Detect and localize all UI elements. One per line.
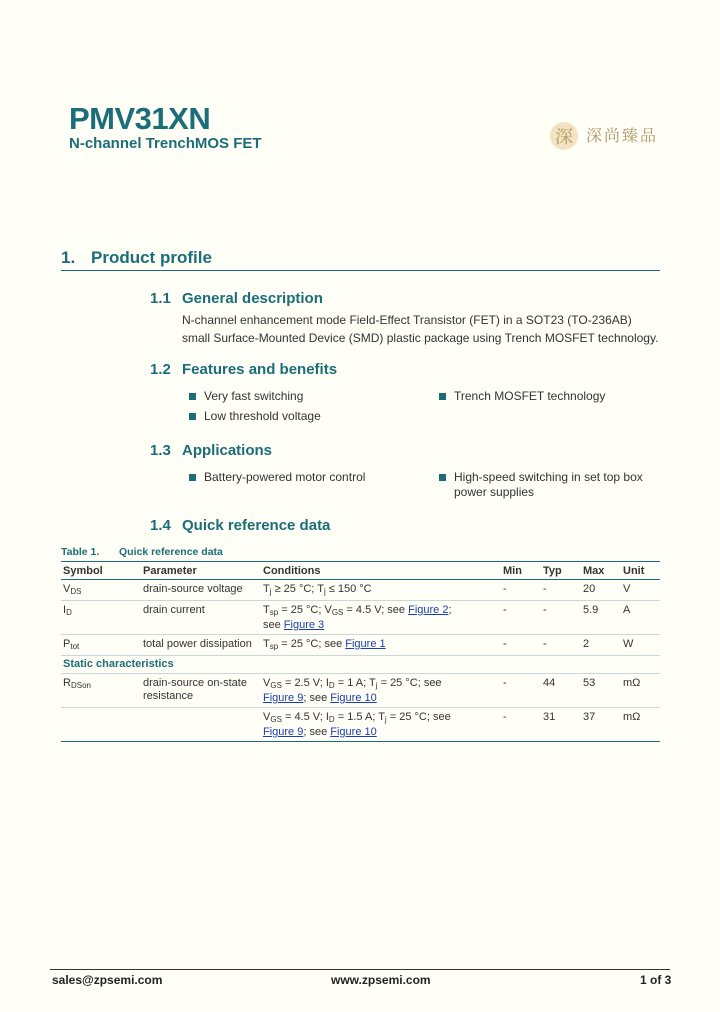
feature-item [189, 389, 303, 404]
feature-item-text: Very fast switching [204, 389, 304, 403]
footer-rule [50, 969, 670, 970]
conditions-cell: $V_{GS} = 2.5$ V; $I_D = 1$ A; $T_j = 25$ °C; see Figure 9; see Figure 10 [261, 674, 501, 708]
table-row [61, 708, 660, 742]
max-cell: 37 [581, 708, 621, 742]
table-header-cell: Unit [621, 562, 660, 580]
conditions-cell: $T_{sp} = 25$ °C; $V_{GS} = 4.5$ V; see Figure 2; see Figure 3 [261, 601, 501, 635]
bullet-square-icon [189, 413, 196, 420]
general-description [182, 311, 658, 347]
min-cell: - [501, 635, 541, 656]
company-logo [548, 117, 660, 153]
section-title: Product profile [91, 248, 212, 267]
conditions-cell: $T_{sp} = 25$ °C; see Figure 1 [261, 635, 501, 656]
max-cell: 5.9 [581, 601, 621, 635]
conditions-cell: $V_{GS} = 4.5$ V; $I_D = 1.5$ A; $T_j = 25$ °C; see Figure 9; see Figure 10 [261, 708, 501, 742]
feature-item [439, 389, 605, 404]
section-heading [61, 248, 212, 268]
table-header-cell: Conditions [261, 562, 501, 580]
typ-cell: - [541, 580, 581, 601]
parameter-cell: total power dissipation [141, 635, 261, 656]
table-caption-title: Quick reference data [119, 546, 223, 558]
unit-cell: A [621, 601, 660, 635]
subsection-number: 1.4 [150, 517, 171, 534]
figure-link[interactable]: Figure 10 [330, 726, 377, 738]
table-header-cell: Min [501, 562, 541, 580]
subsection-applications-heading [150, 442, 272, 459]
table-header-cell: Max [581, 562, 621, 580]
figure-link[interactable]: Figure 3 [283, 619, 325, 631]
group-label: Static characteristics [61, 656, 660, 674]
unit-cell: mΩ [621, 708, 660, 742]
logo-text: 深尚臻品 [586, 126, 659, 145]
application-item-text: High-speed switching in set top box [454, 470, 643, 484]
feature-item [189, 409, 321, 424]
symbol-cell [61, 708, 141, 742]
max-cell: 20 [581, 580, 621, 601]
figure-link[interactable]: Figure 9 [263, 726, 304, 738]
application-item-text: Battery-powered motor control [204, 470, 366, 484]
symbol-cell: $R_{DSon}$ [61, 674, 141, 708]
symbol-cell: $V_{DS}$ [61, 580, 141, 601]
table-row [61, 601, 660, 635]
min-cell: - [501, 708, 541, 742]
table-header-cell: Parameter [141, 562, 261, 580]
application-item [439, 470, 643, 500]
min-cell: - [501, 580, 541, 601]
unit-cell: mΩ [621, 674, 660, 708]
general-description-line: N-channel enhancement mode Field-Effect Transistor (FET) in a SOT23 (TO-236AB) [182, 313, 632, 327]
table-header-row [61, 562, 660, 580]
parameter-cell: drain current [141, 601, 261, 635]
subsection-title: Features and benefits [182, 361, 338, 378]
subsection-title: Applications [182, 442, 273, 459]
bullet-square-icon [189, 474, 196, 481]
table-row [61, 635, 660, 656]
feature-item-text: Trench MOSFET technology [454, 389, 606, 403]
quick-reference-table [61, 561, 660, 742]
typ-cell: - [541, 635, 581, 656]
application-item-text: power supplies [454, 485, 535, 499]
subsection-quickref-heading [150, 517, 330, 534]
typ-cell: 31 [541, 708, 581, 742]
max-cell: 2 [581, 635, 621, 656]
subsection-number: 1.3 [150, 442, 171, 459]
logo-mark-icon [548, 117, 582, 153]
application-item [189, 470, 365, 485]
figure-link[interactable]: Figure 9 [263, 692, 304, 704]
conditions-cell: $T_j \ge 25$ °C; $T_j \le 150$ °C [261, 580, 501, 601]
section-rule [61, 270, 660, 271]
footer-page-number: 1 of 3 [640, 973, 672, 987]
bullet-square-icon [189, 393, 196, 400]
general-description-line: small Surface-Mounted Device (SMD) plastic package using Trench MOSFET technology. [182, 331, 659, 345]
table-header-cell: Symbol [61, 562, 141, 580]
table-row [61, 580, 660, 601]
typ-cell: 44 [541, 674, 581, 708]
footer-email[interactable]: sales@zpsemi.com [52, 973, 163, 987]
parameter-cell [141, 708, 261, 742]
table-row [61, 674, 660, 708]
subsection-title: General description [182, 290, 323, 307]
max-cell: 53 [581, 674, 621, 708]
subsection-features-heading [150, 361, 337, 378]
subsection-general-heading [150, 290, 323, 307]
figure-link[interactable]: Figure 1 [345, 638, 386, 650]
typ-cell: - [541, 601, 581, 635]
bullet-square-icon [439, 474, 446, 481]
figure-link[interactable]: Figure 10 [330, 692, 377, 704]
parameter-cell: drain-source on-state resistance [141, 674, 261, 708]
feature-item-text: Low threshold voltage [204, 409, 321, 423]
subsection-number: 1.2 [150, 361, 171, 378]
figure-link[interactable]: Figure 2 [408, 604, 449, 616]
table-header-cell: Typ [541, 562, 581, 580]
parameter-cell: drain-source voltage [141, 580, 261, 601]
unit-cell: W [621, 635, 660, 656]
document-subtitle: N-channel TrenchMOS FET [69, 135, 262, 152]
bullet-square-icon [439, 393, 446, 400]
min-cell: - [501, 601, 541, 635]
symbol-cell: $I_D$ [61, 601, 141, 635]
subsection-number: 1.1 [150, 290, 171, 307]
logo-mark-glyph: 深 [555, 127, 573, 148]
table-group-row [61, 656, 660, 674]
unit-cell: V [621, 580, 660, 601]
min-cell: - [501, 674, 541, 708]
subsection-title: Quick reference data [182, 517, 331, 534]
table-caption [61, 546, 223, 558]
section-number: 1. [61, 248, 76, 267]
footer-website[interactable]: www.zpsemi.com [331, 973, 431, 987]
symbol-cell: $P_{tot}$ [61, 635, 141, 656]
document-title: PMV31XN [69, 101, 211, 136]
table-caption-number: Table 1. [61, 546, 100, 558]
